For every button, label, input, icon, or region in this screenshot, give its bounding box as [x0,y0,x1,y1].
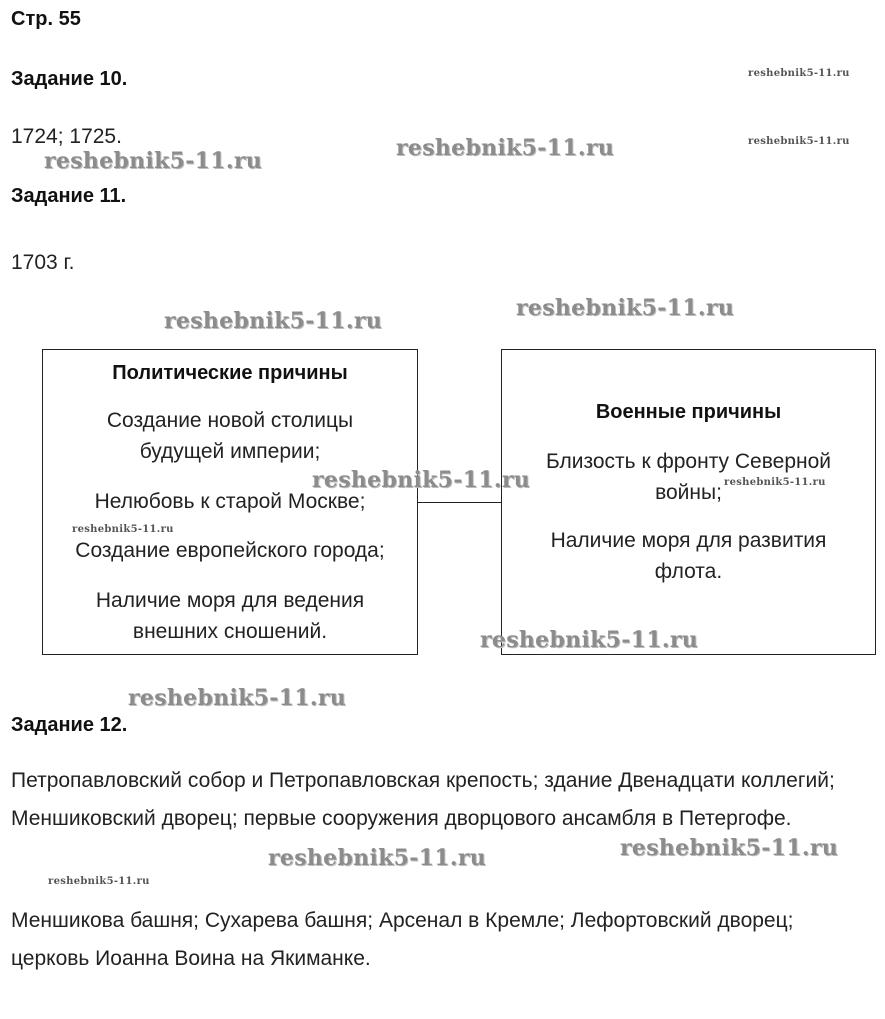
task10-answer: 1724; 1725. [11,125,122,148]
military-reasons-title: Военные причины [595,401,782,423]
page-label: Стр. 55 [11,8,81,30]
political-reasons-box [42,349,418,655]
watermark: reshebnik5-11.ru [312,467,531,493]
watermark: reshebnik5-11.ru [748,136,850,147]
watermark: reshebnik5-11.ru [164,308,383,334]
political-reason-item: Создание европейского города; [75,539,385,562]
watermark: reshebnik5-11.ru [396,135,615,161]
political-reason-item: Наличие моря для ведения внешних сношений. [95,589,365,643]
diagram-connector [417,502,502,503]
watermark: reshebnik5-11.ru [516,295,735,321]
task12-paragraph-2: Меншикова башня; Сухарева башня; Арсенал в Кремле; Лефортовский дворец; церковь Иоанна Воина на Якиманке. [11,909,794,970]
watermark: reshebnik5-11.ru [44,148,263,174]
task11-answer: 1703 г. [11,251,75,274]
task12-paragraph-1: Петропавловский собор и Петропавловская крепость; здание Двенадцати коллегий; Меншиковский дворец; первые сооружения дворцового ансамбля в Петергофе. [11,769,835,830]
political-reason-item: Создание новой столицы будущей империи; [106,409,354,463]
task12-title: Задание 12. [11,714,128,736]
political-reason-item: Нелюбовь к старой Москве; [94,490,366,513]
watermark: reshebnik5-11.ru [72,524,174,535]
military-reasons-box [501,349,876,655]
watermark: reshebnik5-11.ru [268,845,487,871]
watermark: reshebnik5-11.ru [128,685,347,711]
military-reason-item: Близость к фронту Северной войны; [545,450,832,504]
watermark: reshebnik5-11.ru [724,477,826,488]
watermark: reshebnik5-11.ru [748,68,850,79]
watermark: reshebnik5-11.ru [620,835,839,861]
watermark: reshebnik5-11.ru [48,876,150,887]
task10-title: Задание 10. [11,68,128,90]
watermark: reshebnik5-11.ru [480,627,699,653]
military-reason-item: Наличие моря для развития флота. [550,529,827,583]
task11-title: Задание 11. [11,185,127,207]
political-reasons-title: Политические причины [112,362,348,384]
